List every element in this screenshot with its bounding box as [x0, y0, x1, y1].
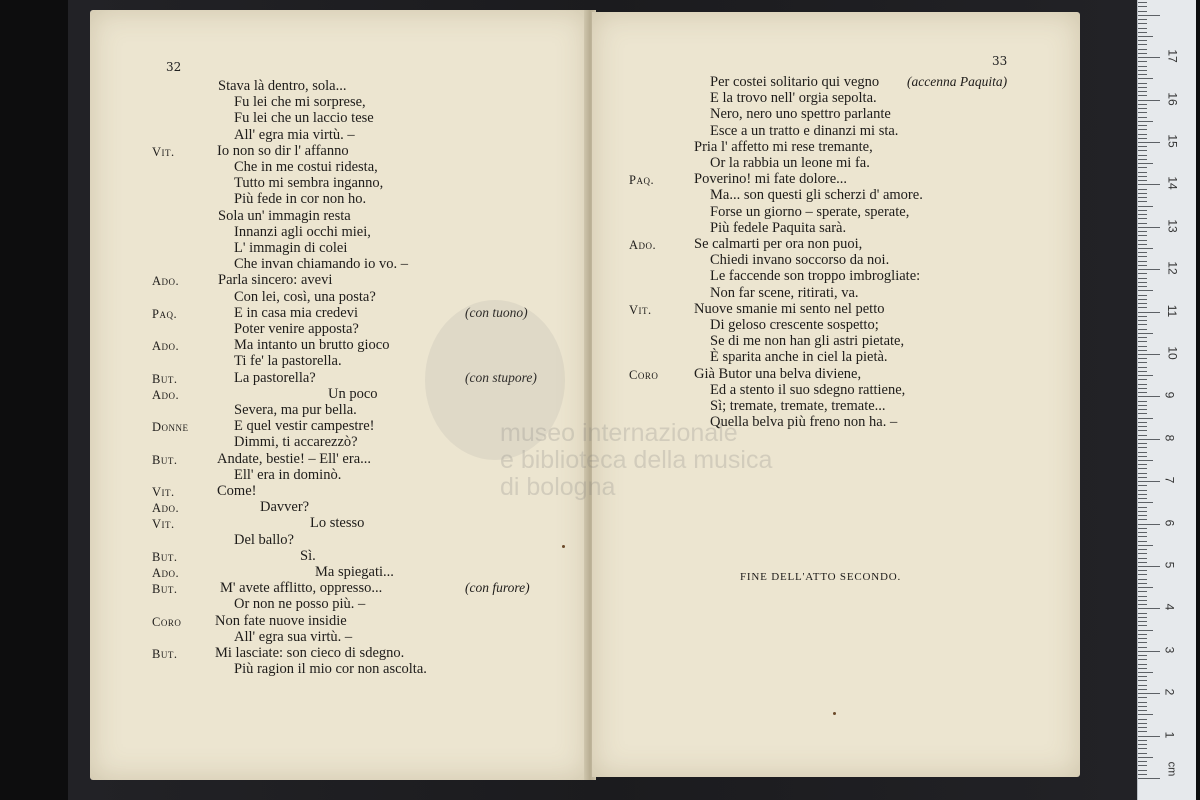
ruler-tick — [1138, 778, 1160, 779]
verse-line: La pastorella? — [234, 369, 316, 386]
speaker-label: Coro — [152, 614, 182, 629]
ruler-tick — [1138, 447, 1147, 448]
ruler-tick — [1138, 541, 1147, 542]
verse-line: Innanzi agli occhi miei, — [234, 223, 371, 240]
ruler-tick — [1138, 664, 1147, 665]
ruler-tick — [1138, 753, 1147, 754]
ruler-number: 3 — [1162, 646, 1177, 654]
ruler-number: 15 — [1165, 134, 1180, 148]
speaker-label: Donne — [152, 420, 189, 435]
ruler-tick — [1138, 583, 1147, 584]
ruler-tick — [1138, 494, 1147, 495]
ruler-tick — [1138, 659, 1147, 660]
ruler-tick — [1138, 210, 1147, 211]
ruler-tick — [1138, 324, 1147, 325]
verse-line: Severa, ma pur bella. — [234, 402, 357, 418]
ruler-tick — [1138, 680, 1147, 681]
ruler-tick — [1138, 184, 1160, 185]
verse-line: Esce a un tratto e dinanzi mi sta. — [710, 122, 899, 139]
verse-line: E la trovo nell' orgia sepolta. — [710, 90, 877, 107]
ruler-tick — [1138, 757, 1153, 758]
ruler-tick — [1138, 401, 1147, 402]
verse-line: Un poco — [328, 385, 378, 402]
verse-line: Fu lei che un laccio tese — [234, 110, 374, 127]
ruler-number: 7 — [1162, 476, 1177, 484]
ruler-tick — [1138, 32, 1147, 33]
verse-line: Con lei, così, una posta? — [234, 288, 376, 305]
ruler-tick — [1138, 350, 1147, 351]
ruler-tick — [1138, 189, 1147, 190]
ruler-tick — [1138, 197, 1147, 198]
ruler-tick — [1138, 138, 1147, 139]
ruler-tick — [1138, 11, 1147, 12]
ruler-tick — [1138, 261, 1147, 262]
ruler-tick — [1138, 384, 1147, 385]
ruler-tick — [1138, 23, 1147, 24]
ruler-tick — [1138, 591, 1147, 592]
verse-line: Già Butor una belva diviene, — [694, 365, 862, 382]
verse-line: Se calmarti per ora non puoi, — [694, 236, 863, 252]
ruler-number: 6 — [1162, 519, 1177, 526]
act-end-caption: FINE DELL'ATTO SECONDO. — [740, 571, 902, 583]
ruler-tick — [1138, 638, 1147, 639]
verse-line: Davver? — [260, 499, 310, 516]
ruler-tick — [1138, 91, 1147, 92]
ruler-tick — [1138, 78, 1153, 79]
ruler-tick — [1138, 558, 1147, 559]
verse-line: Io non so dir l' affanno — [217, 142, 349, 159]
ruler-tick — [1138, 604, 1147, 605]
ruler-tick — [1138, 346, 1147, 347]
speaker-label: Ado. — [152, 387, 180, 402]
verse-line: Più fedele Paquita sarà. — [710, 219, 847, 236]
ruler-tick — [1138, 316, 1147, 317]
ruler-tick — [1138, 710, 1147, 711]
verse-line: Lo stesso — [310, 515, 365, 532]
stage-direction: (con furore) — [465, 580, 530, 596]
ruler-tick — [1138, 549, 1147, 550]
ruler-number: 8 — [1162, 434, 1177, 442]
ruler-tick — [1138, 685, 1147, 686]
verse-line: Sì; tremate, tremate, tremate... — [710, 398, 886, 414]
ruler-tick — [1138, 379, 1147, 380]
ruler-tick — [1138, 40, 1147, 41]
verse-line: Tutto mi sembra inganno, — [234, 175, 384, 192]
ruler-tick — [1138, 44, 1147, 45]
ruler-tick — [1138, 502, 1153, 503]
ruler-tick — [1138, 396, 1160, 397]
ruler-tick — [1138, 714, 1153, 715]
ruler-number: 17 — [1165, 49, 1180, 63]
ruler-tick — [1138, 155, 1147, 156]
ruler-number: 14 — [1165, 176, 1180, 191]
ruler-tick — [1138, 519, 1147, 520]
ruler-tick — [1138, 693, 1160, 694]
verse-line: Andate, bestie! – Ell' era... — [217, 450, 371, 467]
ruler-tick — [1138, 452, 1147, 453]
ruler-tick — [1138, 435, 1147, 436]
ruler-tick — [1138, 134, 1147, 135]
stage-direction: (con stupore) — [465, 369, 537, 385]
verse-line: Quella belva più freno non ha. – — [710, 414, 898, 431]
ruler-number: 16 — [1165, 91, 1180, 106]
speaker-label: Vit. — [152, 517, 175, 532]
ruler-tick — [1138, 536, 1147, 537]
ruler-tick — [1138, 2, 1147, 3]
ruler-tick — [1138, 371, 1147, 372]
ruler-tick — [1138, 100, 1160, 101]
verse-line: Di geloso crescente sospetto; — [710, 317, 879, 333]
ruler-tick — [1138, 176, 1147, 177]
verse-line: Del ballo? — [234, 531, 294, 548]
stage-direction: (accenna Paquita) — [907, 74, 1008, 89]
speaker-label: Ado. — [152, 501, 180, 516]
ruler-tick — [1138, 723, 1147, 724]
verse-line: Nero, nero uno spettro parlante — [710, 106, 891, 123]
stage-direction: (con tuono) — [465, 304, 528, 320]
speaker-label: Ado. — [152, 339, 180, 354]
verse-line: Ed a stento il suo sdegno rattiene, — [710, 381, 906, 398]
ruler-tick — [1138, 651, 1160, 652]
ruler-tick — [1138, 256, 1147, 257]
ruler-tick — [1138, 150, 1147, 151]
verse-line: Or non ne posso più. – — [234, 596, 366, 613]
verse-line: Più fede in cor non ho. — [234, 191, 367, 208]
verse-line: Or la rabbia un leone mi fa. — [710, 155, 870, 171]
ruler-tick — [1138, 621, 1147, 622]
ruler-tick — [1138, 172, 1147, 173]
ruler-tick — [1138, 566, 1160, 567]
ruler-tick — [1138, 61, 1147, 62]
ruler-tick — [1138, 53, 1147, 54]
verse-line: Che in me costui ridesta, — [234, 159, 378, 175]
ruler-tick — [1138, 774, 1147, 775]
speaker-label: Vit. — [152, 485, 175, 499]
ruler-tick — [1138, 532, 1147, 533]
right-page — [592, 12, 1080, 777]
ruler-tick — [1138, 278, 1147, 279]
ruler-tick — [1138, 104, 1147, 105]
verse-line: Sì. — [300, 547, 316, 564]
verse-line: Dimmi, ti accarezzò? — [234, 434, 358, 451]
verse-line: L' immagin di colei — [234, 240, 348, 256]
ruler-number: 13 — [1165, 219, 1180, 233]
paper-speck — [833, 712, 836, 715]
verse-line: Più ragion il mio cor non ascolta. — [234, 661, 427, 678]
ruler-tick — [1138, 117, 1147, 118]
speaker-label: Coro — [629, 367, 659, 382]
ruler-tick — [1138, 320, 1147, 321]
ruler-tick — [1138, 706, 1147, 707]
ruler-tick — [1138, 66, 1147, 67]
ruler-tick — [1138, 299, 1147, 300]
ruler-tick — [1138, 282, 1147, 283]
watermark-line-3: di bologna — [500, 473, 616, 501]
ruler-tick — [1138, 630, 1153, 631]
ruler-tick — [1138, 227, 1160, 228]
ruler-tick — [1138, 142, 1160, 143]
ruler-tick — [1138, 218, 1147, 219]
ruler-tick — [1138, 193, 1147, 194]
ruler-tick — [1138, 273, 1147, 274]
ruler-tick — [1138, 765, 1147, 766]
verse-line: Chiedi invano soccorso da noi. — [710, 252, 890, 269]
ruler-tick — [1138, 613, 1147, 614]
ruler-tick — [1138, 265, 1147, 266]
ruler-tick — [1138, 201, 1147, 202]
ruler-tick — [1138, 19, 1147, 20]
ruler-tick — [1138, 167, 1147, 168]
ruler-tick — [1138, 676, 1147, 677]
ruler-number: 9 — [1162, 392, 1177, 399]
paper-speck — [562, 545, 565, 548]
ruler-tick — [1138, 761, 1147, 762]
ruler-tick — [1138, 668, 1147, 669]
ruler-tick — [1138, 634, 1147, 635]
ruler-tick — [1138, 697, 1147, 698]
ruler-tick — [1138, 329, 1147, 330]
ruler-tick — [1138, 511, 1147, 512]
ruler-tick — [1138, 388, 1147, 389]
ruler-tick — [1138, 405, 1147, 406]
verse-line: Non fate nuove insidie — [215, 612, 347, 629]
ruler-tick — [1138, 341, 1147, 342]
ruler-tick — [1138, 579, 1147, 580]
verse-line: M' avete afflitto, oppresso... — [220, 580, 383, 597]
verse-line: Se di me non han gli astri pietate, — [710, 333, 905, 350]
verse-line: È sparita anche in ciel la pietà. — [710, 349, 888, 366]
ruler-tick — [1138, 545, 1153, 546]
ruler-tick — [1138, 303, 1147, 304]
ruler-tick — [1138, 248, 1153, 249]
verse-line: Fu lei che mi sorprese, — [234, 94, 366, 111]
verse-line: Ma... son questi gli scherzi d' amore. — [710, 187, 923, 204]
ruler-tick — [1138, 163, 1153, 164]
ruler-tick — [1138, 49, 1147, 50]
ruler-number: 12 — [1165, 261, 1180, 275]
ruler-tick — [1138, 617, 1147, 618]
verse-line: Poverino! mi fate dolore... — [694, 171, 848, 188]
ruler-tick — [1138, 87, 1147, 88]
ruler-tick — [1138, 570, 1147, 571]
ruler-tick — [1138, 295, 1147, 296]
ruler-tick — [1138, 413, 1147, 414]
ruler-tick — [1138, 647, 1147, 648]
ruler-tick — [1138, 409, 1147, 410]
ruler-tick — [1138, 719, 1147, 720]
verse-line: Poter venire apposta? — [234, 321, 359, 337]
ruler-number: 10 — [1165, 346, 1180, 360]
ruler-tick — [1138, 422, 1147, 423]
ruler-tick — [1138, 36, 1153, 37]
ruler-tick — [1138, 515, 1147, 516]
verse-line: Nuove smanie mi sento nel petto — [694, 300, 885, 317]
ruler-tick — [1138, 235, 1147, 236]
ruler-tick — [1138, 129, 1147, 130]
ruler-tick — [1138, 95, 1147, 96]
ruler-tick — [1138, 456, 1147, 457]
ruler-tick — [1138, 312, 1160, 313]
page-number-left: 32 — [166, 60, 182, 74]
speaker-label: But. — [152, 371, 178, 386]
ruler-tick — [1138, 600, 1147, 601]
ruler-tick — [1138, 464, 1147, 465]
ruler-tick — [1138, 146, 1147, 147]
verse-line: Come! — [217, 483, 257, 499]
ruler-tick — [1138, 333, 1153, 334]
verse-line: Pria l' affetto mi rese tremante, — [694, 138, 873, 155]
ruler-number: 2 — [1162, 688, 1177, 696]
ruler-tick — [1138, 468, 1147, 469]
ruler-tick — [1138, 358, 1147, 359]
ruler-tick — [1138, 269, 1160, 270]
ruler-number: 5 — [1162, 561, 1177, 569]
speaker-label: Ado. — [152, 274, 180, 289]
verse-line: Le faccende son troppo imbrogliate: — [710, 268, 921, 285]
watermark-text — [500, 420, 772, 501]
ruler-tick — [1138, 108, 1147, 109]
ruler-number: 11 — [1165, 304, 1180, 317]
ruler-tick — [1138, 74, 1147, 75]
ruler-tick — [1138, 362, 1147, 363]
verse-line: Sola un' immagin resta — [218, 207, 351, 224]
ruler-tick — [1138, 596, 1147, 597]
ruler-tick — [1138, 507, 1147, 508]
ruler-tick — [1138, 770, 1147, 771]
verse-line: Ma intanto un brutto gioco — [234, 337, 390, 354]
ruler-tick — [1138, 367, 1147, 368]
ruler-tick — [1138, 481, 1160, 482]
verse-line: Parla sincero: avevi — [218, 272, 333, 289]
ruler-tick — [1138, 727, 1147, 728]
measuring-ruler — [1137, 0, 1196, 800]
verse-line: Per costei solitario qui vegno — [710, 74, 880, 90]
ruler-tick — [1138, 689, 1147, 690]
ruler-tick — [1138, 252, 1147, 253]
ruler-tick — [1138, 439, 1160, 440]
ruler-tick — [1138, 307, 1147, 308]
ruler-tick — [1138, 562, 1147, 563]
ruler-unit-label: cm — [1165, 761, 1178, 777]
ruler-tick — [1138, 485, 1147, 486]
ruler-tick — [1138, 83, 1147, 84]
verse-line: E in casa mia credevi — [234, 304, 358, 321]
ruler-tick — [1138, 702, 1147, 703]
ruler-tick — [1138, 121, 1153, 122]
verse-line: Forse un giorno – sperate, sperate, — [710, 203, 910, 220]
ruler-tick — [1138, 731, 1147, 732]
speaker-label: But. — [152, 452, 178, 467]
ruler-tick — [1138, 460, 1153, 461]
ruler-number: 1 — [1162, 731, 1177, 738]
speaker-label: Ado. — [629, 238, 657, 252]
ruler-tick — [1138, 625, 1147, 626]
ruler-tick — [1138, 6, 1147, 7]
ruler-tick — [1138, 392, 1147, 393]
speaker-label: But. — [152, 549, 178, 564]
ruler-tick — [1138, 206, 1153, 207]
ruler-tick — [1138, 240, 1147, 241]
ruler-tick — [1138, 736, 1160, 737]
ruler-tick — [1138, 244, 1147, 245]
verse-line: Ma spiegati... — [315, 564, 394, 580]
ruler-tick — [1138, 655, 1147, 656]
ruler-tick — [1138, 553, 1147, 554]
verse-line: Ell' era in dominò. — [234, 466, 342, 483]
ruler-tick — [1138, 473, 1147, 474]
verse-line: All' egra sua virtù. – — [234, 628, 353, 645]
ruler-tick — [1138, 498, 1147, 499]
speaker-label: Paq. — [629, 173, 655, 188]
ruler-tick — [1138, 744, 1147, 745]
ruler-tick — [1138, 528, 1147, 529]
ruler-tick — [1138, 159, 1147, 160]
verse-line: Che invan chiamando io vo. – — [234, 256, 408, 273]
ruler-tick — [1138, 443, 1147, 444]
ruler-tick — [1138, 418, 1153, 419]
ruler-tick — [1138, 70, 1147, 71]
ruler-tick — [1138, 112, 1147, 113]
watermark-line-2: e biblioteca della musica — [500, 446, 773, 474]
ruler-tick — [1138, 180, 1147, 181]
ruler-tick — [1138, 587, 1153, 588]
speaker-label: Ado. — [152, 566, 180, 580]
ruler-tick — [1138, 125, 1147, 126]
ruler-tick — [1138, 477, 1147, 478]
speaker-label: Paq. — [152, 306, 178, 321]
ruler-tick — [1138, 15, 1160, 16]
ruler-tick — [1138, 214, 1147, 215]
ruler-tick — [1138, 231, 1147, 232]
ruler-tick — [1138, 740, 1147, 741]
ruler-tick — [1138, 290, 1153, 291]
ruler-tick — [1138, 430, 1147, 431]
verse-line: Non far scene, ritirati, va. — [710, 284, 859, 301]
ruler-number: 4 — [1162, 604, 1177, 611]
ruler-tick — [1138, 57, 1160, 58]
ruler-tick — [1138, 574, 1147, 575]
ruler-tick — [1138, 28, 1147, 29]
ruler-tick — [1138, 642, 1147, 643]
speaker-label: Vit. — [152, 144, 175, 159]
ruler-tick — [1138, 524, 1160, 525]
ruler-tick — [1138, 672, 1153, 673]
verse-line: E quel vestir campestre! — [234, 418, 375, 435]
ruler-tick — [1138, 337, 1147, 338]
ruler-tick — [1138, 426, 1147, 427]
page-number-right: 33 — [992, 54, 1008, 68]
ruler-tick — [1138, 490, 1147, 491]
verse-line: Stava là dentro, sola... — [218, 78, 347, 94]
verse-line: Ti fe' la pastorella. — [234, 353, 342, 370]
ruler-tick — [1138, 608, 1160, 609]
ruler-tick — [1138, 748, 1147, 749]
speaker-label: But. — [152, 582, 178, 597]
watermark-line-1: museo internazionale — [500, 419, 738, 447]
ruler-tick — [1138, 286, 1147, 287]
verse-line: Mi lasciate: son cieco di sdegno. — [215, 645, 405, 661]
speaker-label: But. — [152, 647, 178, 661]
ruler-tick — [1138, 354, 1160, 355]
verse-line: All' egra mia virtù. – — [234, 126, 355, 143]
ruler-tick — [1138, 375, 1153, 376]
ruler-tick — [1138, 223, 1147, 224]
speaker-label: Vit. — [629, 302, 652, 317]
